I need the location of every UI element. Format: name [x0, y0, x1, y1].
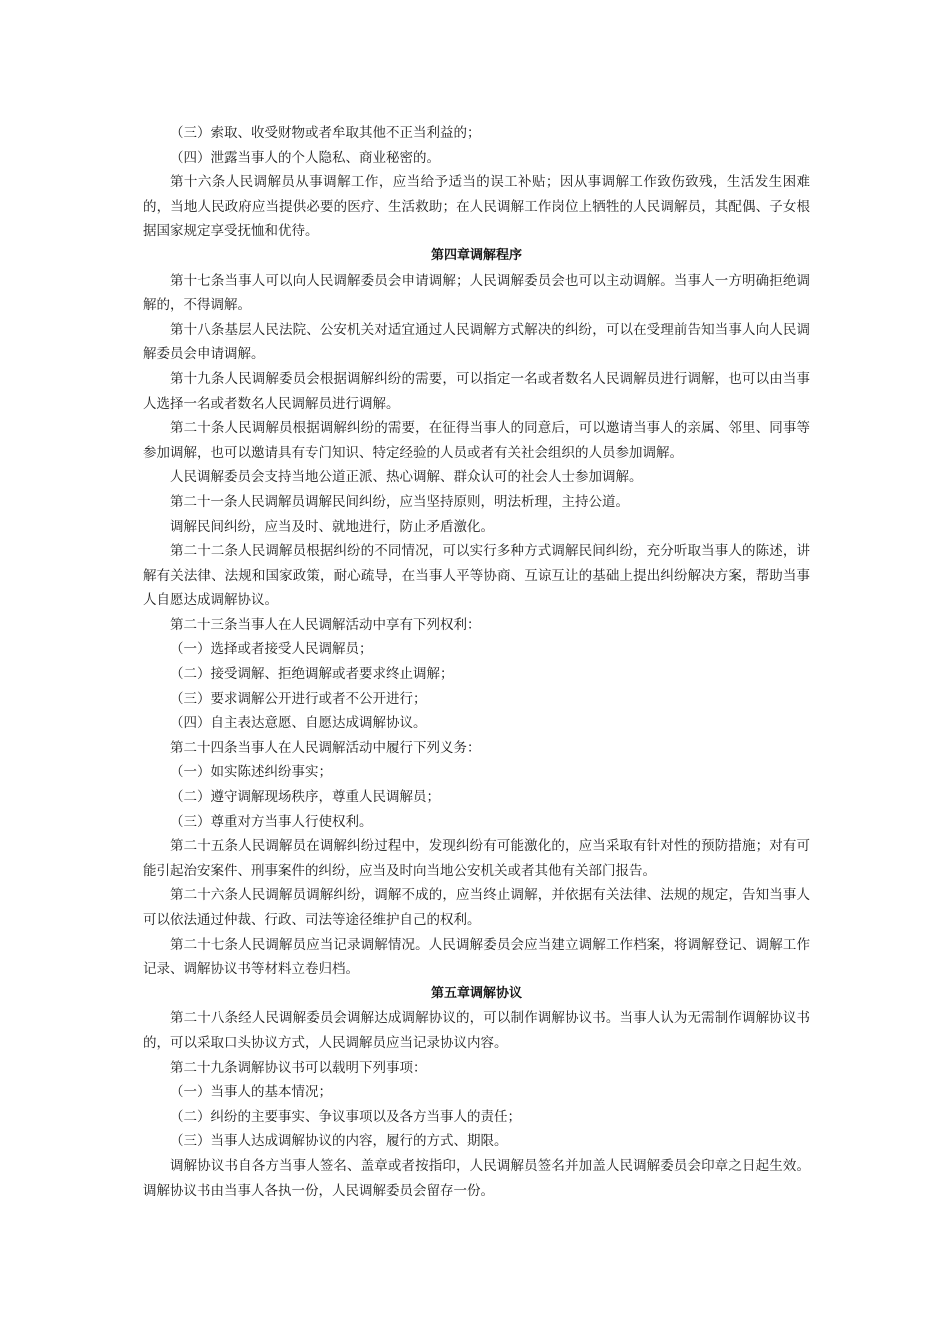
- paragraph: 第十九条人民调解委员会根据调解纠纷的需要，可以指定一名或者数名人民调解员进行调解，也可以由当事人选择一名或者数名人民调解员进行调解。: [143, 370, 810, 412]
- paragraph: 第二十条人民调解员根据调解纠纷的需要，在征得当事人的同意后，可以邀请当事人的亲属、邻里、同事等参加调解，也可以邀请具有专门知识、特定经验的人员或者有关社会组织的人员参加调解。: [143, 420, 810, 461]
- chapter-heading: 第四章调解程序: [430, 247, 522, 263]
- paragraph: 第二十五条人民调解员在调解纠纷过程中，发现纠纷有可能激化的，应当采取有针对性的预防措施；对有可能引起治安案件、刑事案件的纠纷，应当及时向当地公安机关或者其他有关部门报告。: [143, 838, 810, 879]
- list-item: （四）自主表达意愿、自愿达成调解协议。: [170, 715, 427, 732]
- list-item: （二）接受调解、拒绝调解或者要求终止调解；: [170, 666, 454, 683]
- paragraph: 第十六条人民调解员从事调解工作，应当给予适当的误工补贴；因从事调解工作致伤致残，生活发生困难的，当地人民政府应当提供必要的医疗、生活救助；在人民调解工作岗位上牺牲的人民调解员，其配偶、子女根据国家规定享受抚恤和优待。: [143, 174, 810, 240]
- paragraph: 第二十一条人民调解员调解民间纠纷，应当坚持原则，明法析理，主持公道。: [170, 493, 629, 510]
- list-item: （二）遵守调解现场秩序，尊重人民调解员；: [170, 789, 440, 806]
- list-item: （三）要求调解公开进行或者不公开进行；: [170, 690, 427, 707]
- paragraph: 第十八条基层人民法院、公安机关对适宜通过人民调解方式解决的纠纷，可以在受理前告知当事人向人民调解委员会申请调解。: [143, 321, 810, 363]
- paragraph: 第二十七条人民调解员应当记录调解情况。人民调解委员会应当建立调解工作档案，将调解登记、调解工作记录、调解协议书等材料立卷归档。: [143, 936, 810, 978]
- list-item: （二）纠纷的主要事实、争议事项以及各方当事人的责任；: [170, 1108, 521, 1125]
- list-item: （三）尊重对方当事人行使权利。: [170, 813, 373, 830]
- paragraph: 第二十二条人民调解员根据纠纷的不同情况，可以实行多种方式调解民间纠纷，充分听取当事人的陈述，讲解有关法律、法规和国家政策，耐心疏导，在当事人平等协商、互谅互让的基础上提出纠纷解决方案，帮助当事人自愿达成调解协议。: [143, 543, 810, 609]
- paragraph: （三）索取、收受财物或者牟取其他不正当利益的；: [170, 125, 481, 141]
- paragraph: 第二十九条调解协议书可以载明下列事项：: [170, 1059, 427, 1076]
- list-item: （三）当事人达成调解协议的内容，履行的方式、期限。: [170, 1133, 508, 1150]
- paragraph: 第二十八条经人民调解委员会调解达成调解协议的，可以制作调解协议书。当事人认为无需制作调解协议书的，可以采取口头协议方式，人民调解员应当记录协议内容。: [143, 1010, 810, 1051]
- document-body: [143, 121, 810, 1203]
- paragraph: 第二十三条当事人在人民调解活动中享有下列权利：: [170, 616, 481, 633]
- paragraph: 第二十六条人民调解员调解纠纷，调解不成的，应当终止调解，并依据有关法律、法规的规定，告知当事人可以依法通过仲裁、行政、司法等途径维护自己的权利。: [143, 887, 810, 928]
- paragraph: 人民调解委员会支持当地公道正派、热心调解、群众认可的社会人士参加调解。: [170, 469, 643, 486]
- paragraph: 第十七条当事人可以向人民调解委员会申请调解；人民调解委员会也可以主动调解。当事人一方明确拒绝调解的，不得调解。: [143, 272, 810, 314]
- paragraph: 第二十四条当事人在人民调解活动中履行下列义务：: [170, 739, 481, 756]
- list-item: （一）如实陈述纠纷事实；: [170, 764, 332, 781]
- list-item: （一）选择或者接受人民调解员；: [170, 641, 373, 658]
- list-item: （一）当事人的基本情况；: [170, 1084, 332, 1101]
- paragraph: 调解民间纠纷，应当及时、就地进行，防止矛盾激化。: [170, 518, 494, 535]
- chapter-heading: 第五章调解协议: [430, 985, 522, 1001]
- paragraph: （四）泄露当事人的个人隐私、商业秘密的。: [170, 149, 440, 166]
- paragraph: 调解协议书自各方当事人签名、盖章或者按指印，人民调解员签名并加盖人民调解委员会印章之日起生效。调解协议书由当事人各执一份，人民调解委员会留存一份。: [143, 1157, 810, 1199]
